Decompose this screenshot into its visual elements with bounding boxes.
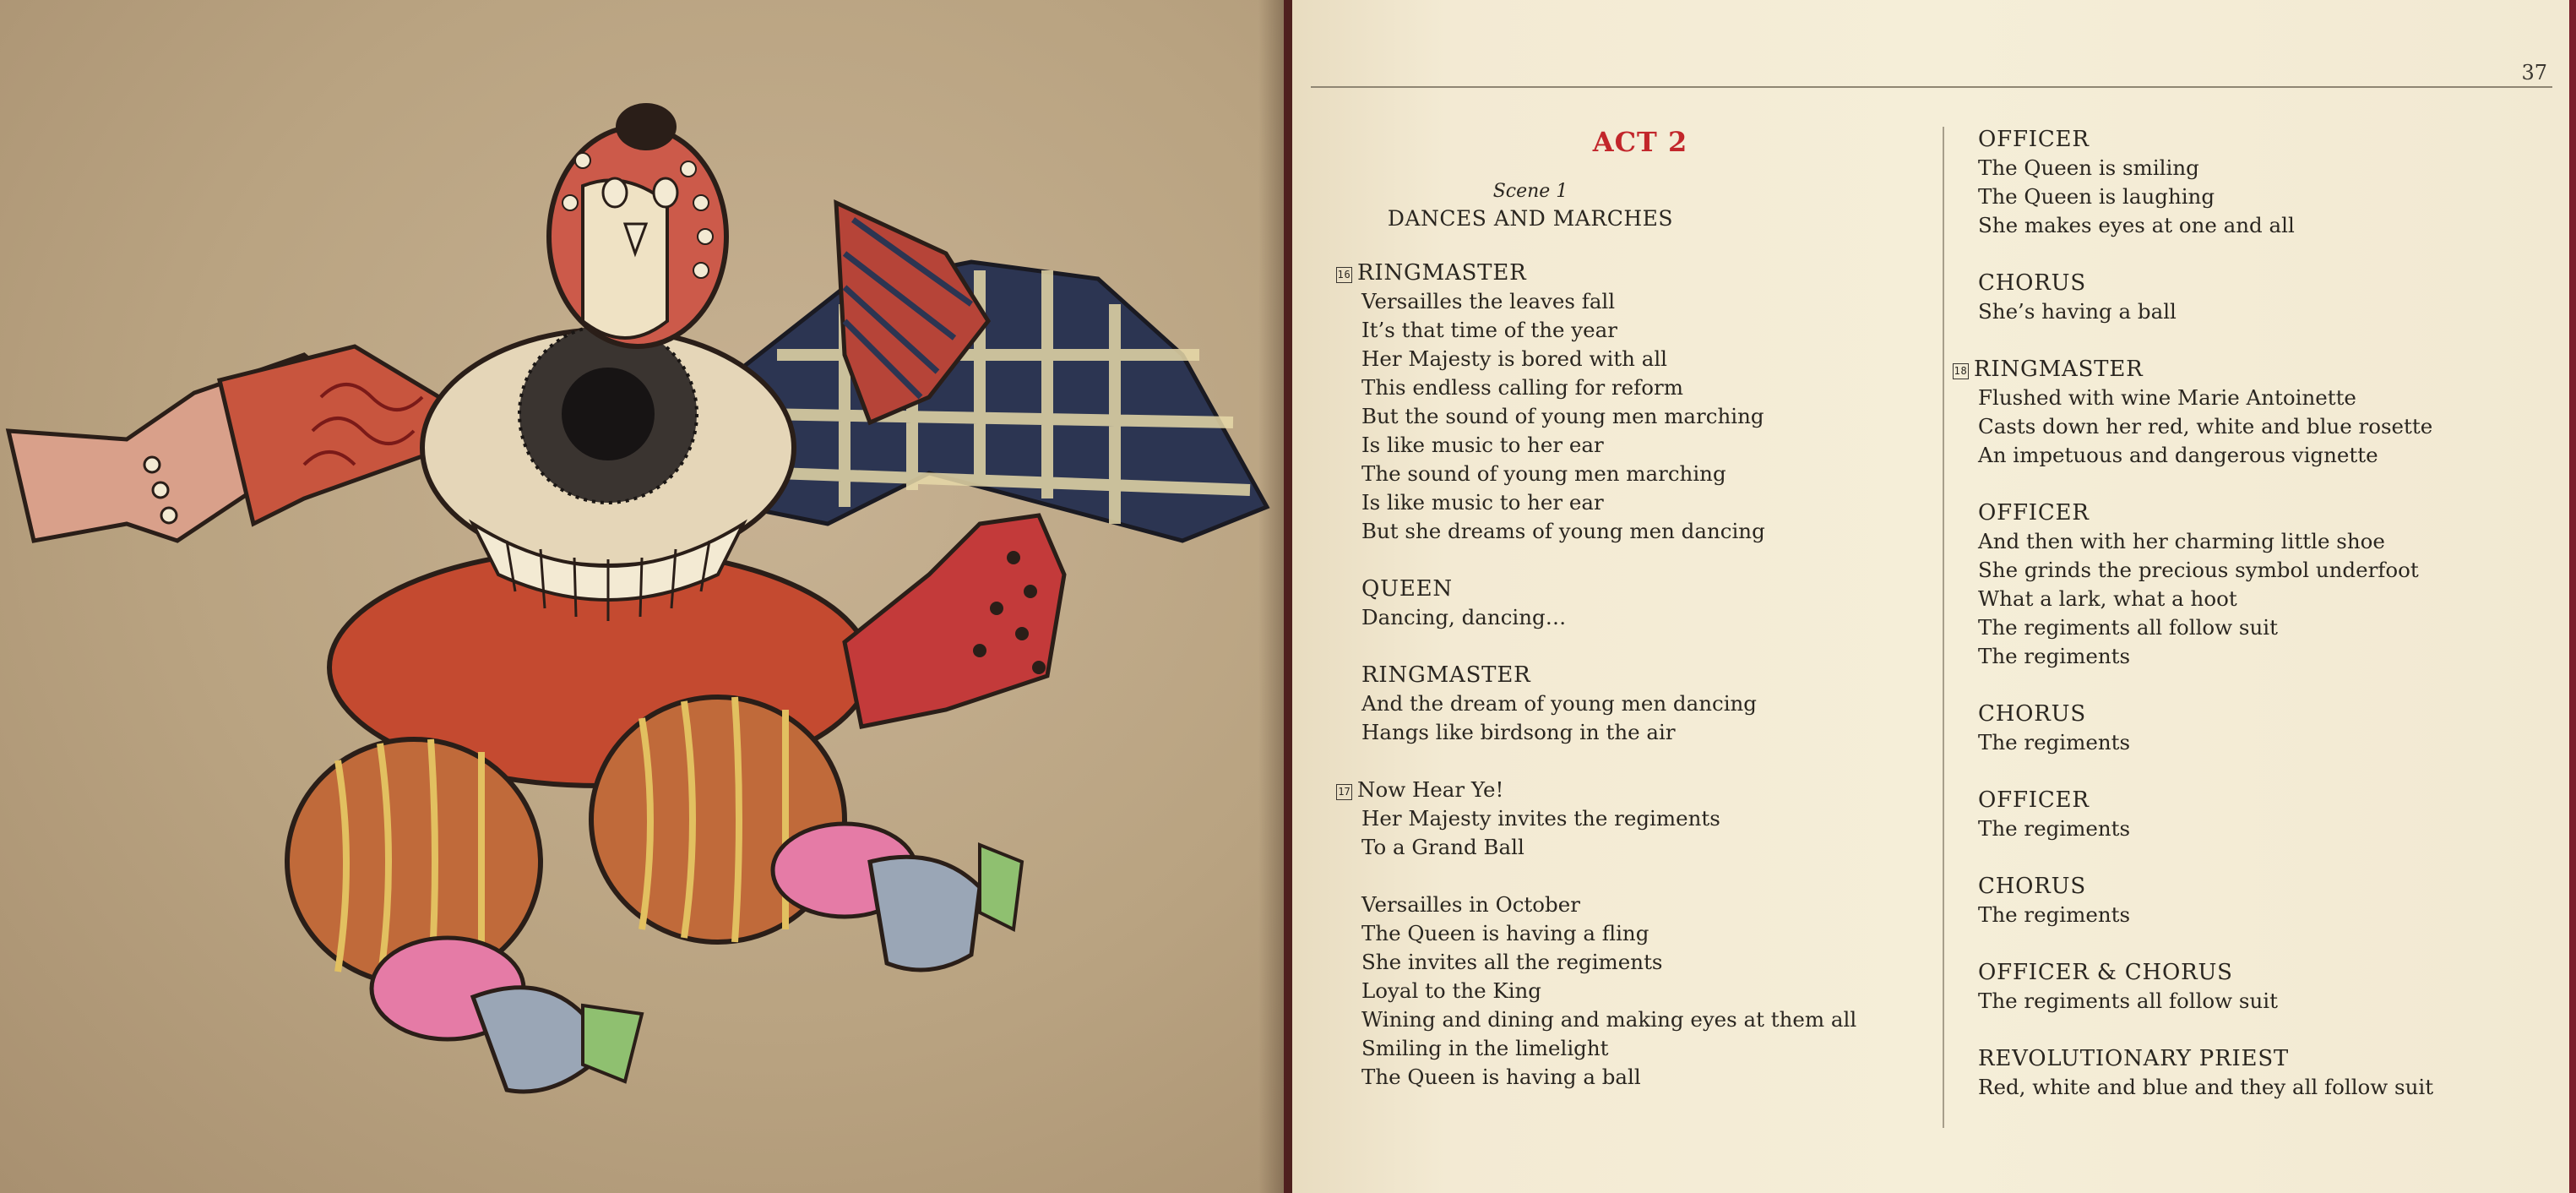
speaker-name: CHORUS — [1978, 270, 2086, 296]
lyric-line: What a lark, what a hoot — [1978, 586, 2237, 611]
figure-illustration — [0, 0, 1284, 1193]
speaker-name: CHORUS — [1978, 701, 2086, 727]
left-arm — [8, 346, 439, 541]
verse-block — [1361, 891, 1919, 1092]
verse-block — [1978, 125, 2535, 240]
page-number: 37 — [2521, 61, 2547, 84]
lyric-line: The Queen is laughing — [1978, 184, 2215, 209]
verse-block — [1978, 872, 2535, 929]
lyric-line: Dancing, dancing… — [1361, 605, 1567, 629]
track-number-icon: 16 — [1336, 267, 1352, 283]
verse-block — [1954, 355, 2535, 470]
lyric-line: Her Majesty invites the regiments — [1361, 806, 1720, 831]
lyric-line: This endless calling for reform — [1361, 375, 1683, 400]
lyric-line: And then with her charming little shoe — [1978, 529, 2385, 553]
scene-title: DANCES AND MARCHES — [1387, 206, 1674, 231]
verse-block — [1978, 958, 2535, 1016]
lyric-line: But she dreams of young men dancing — [1361, 519, 1765, 543]
lyric-line: To a Grand Ball — [1361, 835, 1524, 859]
verse-block — [1978, 498, 2535, 671]
verse-block — [1978, 786, 2535, 843]
speaker-name: CHORUS — [1978, 874, 2086, 899]
verse-block — [1978, 269, 2535, 326]
lyric-line: The regiments all follow suit — [1978, 989, 2278, 1013]
lyric-line: She invites all the regiments — [1361, 950, 1663, 974]
speaker-name: OFFICER — [1978, 787, 2090, 813]
lyric-line: An impetuous and dangerous vignette — [1978, 443, 2378, 467]
lyric-line: The regiments — [1978, 816, 2131, 841]
lyric-line: She makes eyes at one and all — [1978, 213, 2295, 237]
speaker-name: QUEEN — [1361, 576, 1453, 602]
lyric-line: The sound of young men marching — [1361, 461, 1726, 486]
lyric-line: Flushed with wine Marie Antoinette — [1978, 385, 2356, 410]
track-number-icon: 18 — [1953, 363, 1969, 379]
speaker-name: OFFICER — [1978, 500, 2090, 526]
lyric-line: Loyal to the King — [1361, 978, 1541, 1003]
bird-head — [549, 103, 726, 346]
verse-block — [1338, 776, 1919, 862]
lyric-line: Her Majesty is bored with all — [1361, 346, 1668, 371]
speaker-name: 18 RINGMASTER — [1954, 357, 2144, 382]
speaker-name: RINGMASTER — [1361, 662, 1531, 688]
verse-block — [1337, 259, 1919, 546]
lyric-line: The Queen is having a fling — [1361, 921, 1649, 945]
lyric-line: The regiments — [1978, 902, 2131, 927]
lyric-line: The regiments all follow suit — [1978, 615, 2278, 640]
speaker-name: 16 RINGMASTER — [1337, 260, 1527, 286]
speaker-name: REVOLUTIONARY PRIEST — [1978, 1046, 2290, 1071]
cover-edge — [2569, 0, 2576, 1193]
lyric-line: Smiling in the limelight — [1361, 1036, 1609, 1060]
verse-block — [1978, 1044, 2535, 1102]
column-divider — [1943, 127, 1944, 1128]
lyric-line: The Queen is smiling — [1978, 155, 2199, 180]
speaker-name: OFFICER — [1978, 127, 2090, 152]
lyric-line: Versailles the leaves fall — [1361, 289, 1616, 313]
lyrics-column-right — [1954, 125, 2535, 1130]
lyrics-column-left — [1337, 125, 1919, 1120]
right-arm — [726, 203, 1267, 541]
illustration-page — [0, 0, 1284, 1193]
lyric-line: She grinds the precious symbol underfoot — [1978, 558, 2419, 582]
verse-block — [1361, 575, 1919, 632]
track-number-icon: 17 — [1336, 784, 1352, 800]
header-rule — [1311, 86, 2552, 88]
lyric-line: Versailles in October — [1361, 892, 1580, 917]
sunburst — [519, 325, 697, 503]
lyric-line: Hangs like birdsong in the air — [1361, 720, 1676, 744]
verse-block — [1361, 661, 1919, 747]
lyric-line: Casts down her red, white and blue rosette — [1978, 414, 2433, 439]
scene-label: Scene 1 — [1492, 181, 1568, 202]
lyric-line: Red, white and blue and they all follow suit — [1978, 1075, 2434, 1099]
lyric-line: She’s having a ball — [1978, 299, 2177, 324]
lyric-line: 17 Now Hear Ye! — [1361, 776, 1919, 804]
lyric-line: Wining and dining and making eyes at them all — [1361, 1007, 1857, 1032]
lyric-line: Is like music to her ear — [1361, 490, 1604, 515]
verse-block — [1978, 700, 2535, 757]
lyric-line: Is like music to her ear — [1361, 433, 1604, 457]
act-title: ACT 2 — [1592, 126, 1688, 158]
lyric-line: But the sound of young men marching — [1361, 404, 1764, 428]
lyric-line: The regiments — [1978, 644, 2131, 668]
speaker-name: OFFICER & CHORUS — [1978, 960, 2233, 985]
lyric-line: The regiments — [1978, 730, 2131, 754]
lyric-line: The Queen is having a ball — [1361, 1065, 1641, 1089]
lyric-line: And the dream of young men dancing — [1361, 691, 1757, 716]
lyric-line: It’s that time of the year — [1361, 318, 1617, 342]
